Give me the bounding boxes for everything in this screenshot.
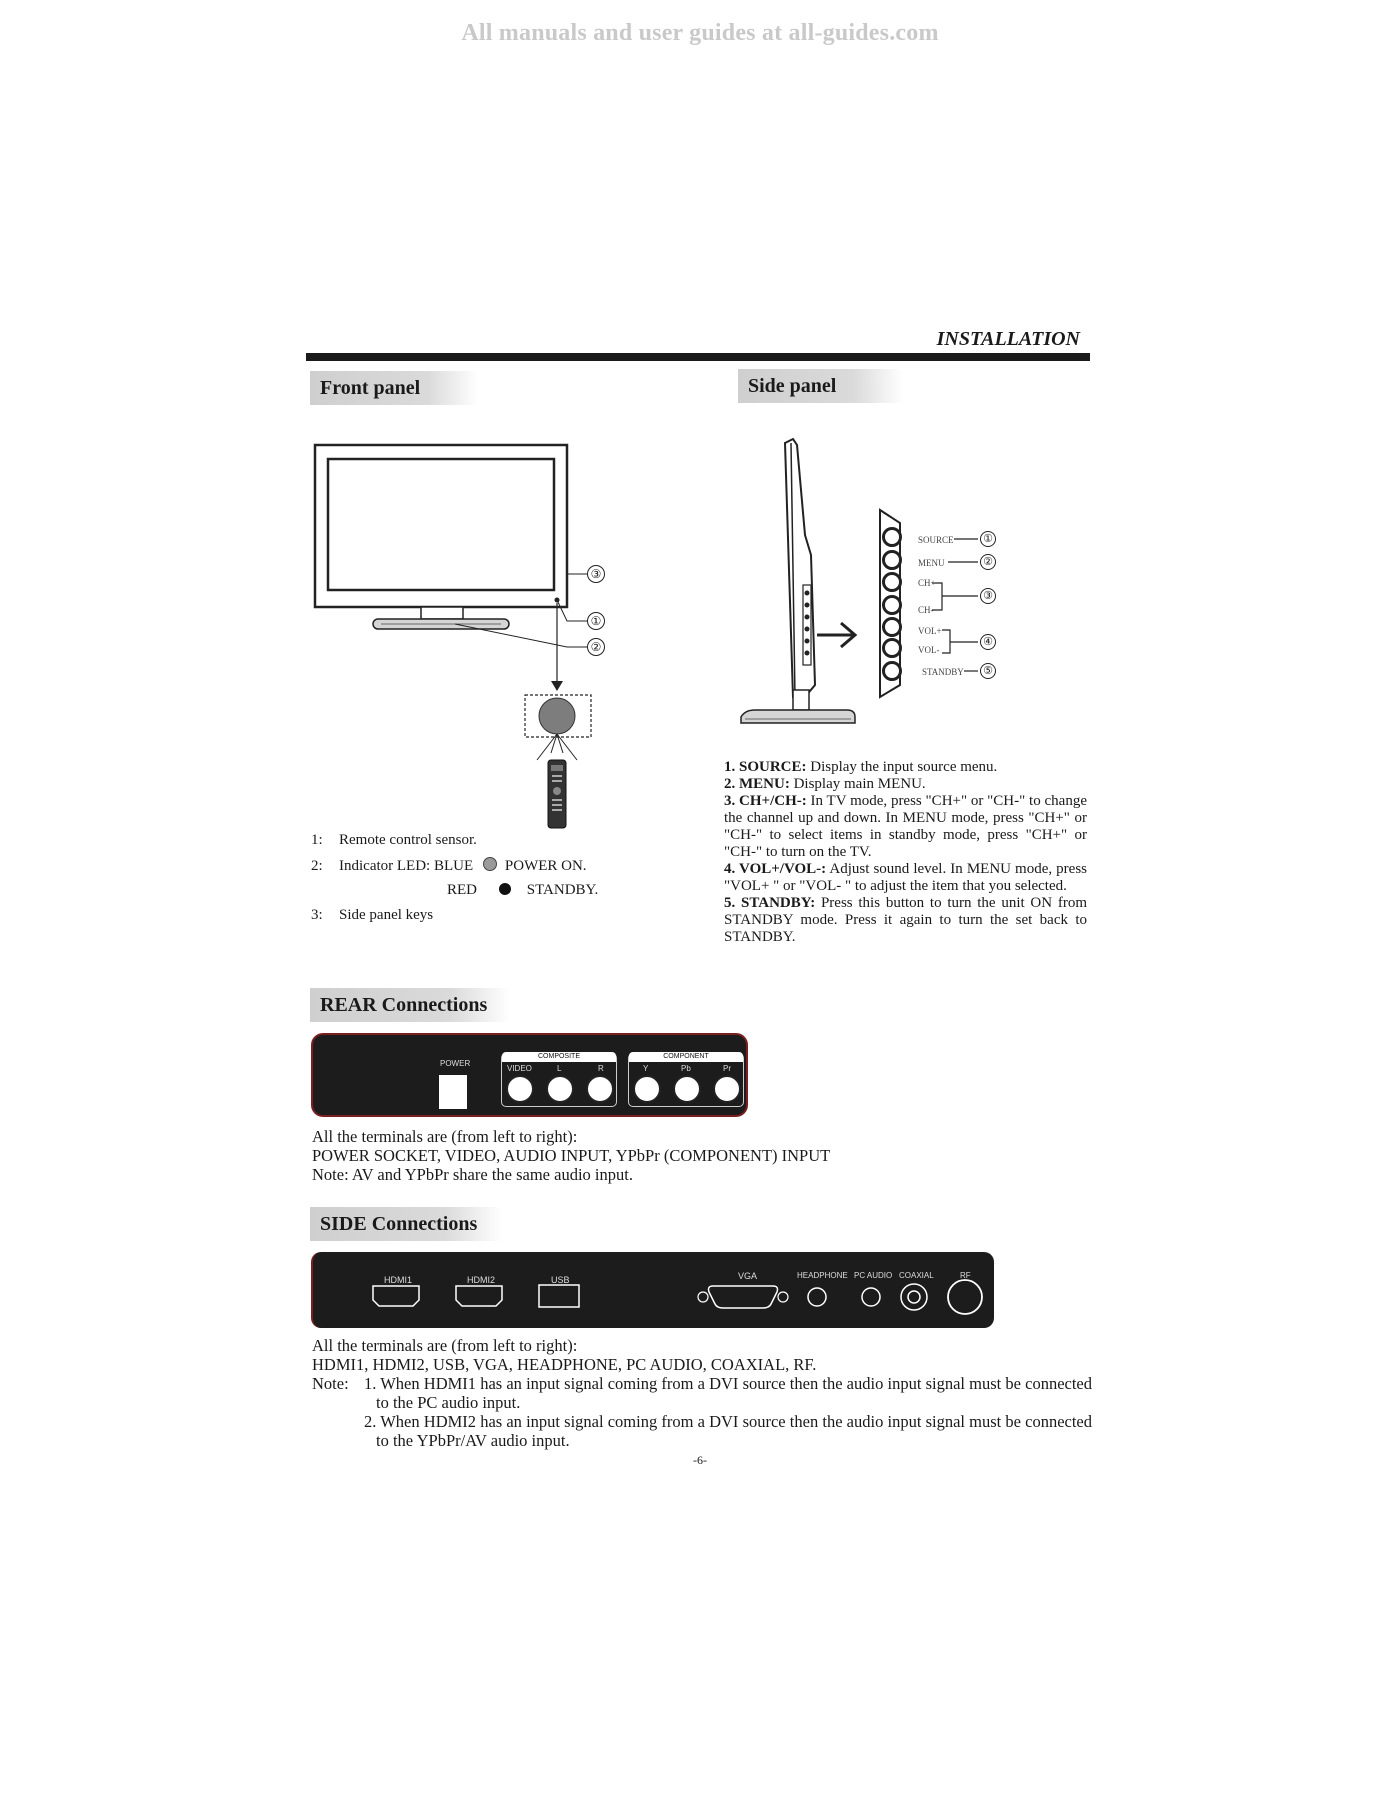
section-title: INSTALLATION	[936, 328, 1080, 350]
front-panel-diagram	[305, 435, 620, 835]
label-y: Y	[643, 1064, 649, 1073]
watermark: All manuals and user guides at all-guides.com	[461, 20, 939, 46]
hdmi2-port[interactable]	[456, 1286, 502, 1306]
audio-l-jack[interactable]	[546, 1075, 574, 1103]
headphone-jack[interactable]	[808, 1288, 826, 1306]
side-connections-panel	[311, 1252, 994, 1328]
rear-line-3: Note: AV and YPbPr share the same audio input.	[312, 1165, 633, 1184]
label-l: L	[557, 1064, 562, 1073]
side-callout-2: ②	[980, 554, 996, 570]
desc-vol: 4. VOL+/VOL-: Adjust sound level. In MENU mode, press "VOL+ " or "VOL- " to adjust the item that you selected.	[724, 861, 1088, 894]
key-label-ch-down: CH-	[918, 605, 934, 615]
desc-standby: 5. STANDBY: Press this button to turn the unit ON from STANDBY mode. Press it again to turn the set back to STANDBY.	[724, 895, 1087, 945]
key-label-menu: MENU	[918, 558, 945, 568]
label-power: POWER	[440, 1059, 471, 1068]
rf-jack[interactable]	[948, 1280, 982, 1314]
front-callout-3: ③	[587, 565, 605, 583]
label-coaxial: COAXIAL	[899, 1271, 934, 1280]
rear-text	[312, 1127, 830, 1184]
label-headphone: HEADPHONE	[797, 1271, 848, 1280]
side-callout-4: ④	[980, 634, 996, 650]
led-red-dot	[499, 883, 511, 895]
side-connections-heading: SIDE Connections	[310, 1207, 502, 1241]
label-pb: Pb	[681, 1064, 691, 1073]
label-composite: COMPOSITE	[502, 1052, 616, 1062]
pr-jack[interactable]	[713, 1075, 741, 1103]
key-standby-button[interactable]	[882, 661, 902, 681]
label-usb: USB	[551, 1275, 570, 1285]
page-number: -6-	[693, 1453, 707, 1467]
key-label-standby: STANDBY	[922, 667, 964, 677]
coaxial-jack[interactable]	[901, 1284, 927, 1310]
label-vga: VGA	[738, 1271, 758, 1281]
key-vol-down-button[interactable]	[882, 638, 902, 658]
label-r: R	[598, 1064, 604, 1073]
side-conn-text	[312, 1336, 1092, 1450]
side-conn-line-1: All the terminals are (from left to right):	[312, 1336, 578, 1355]
key-source-button[interactable]	[882, 527, 902, 547]
key-label-vol-up: VOL+	[918, 626, 942, 636]
key-label-source: SOURCE	[918, 535, 954, 545]
label-rf: RF	[960, 1271, 971, 1280]
front-panel-heading: Front panel	[310, 371, 478, 405]
label-pc-audio: PC AUDIO	[854, 1271, 893, 1280]
led-blue-dot	[483, 857, 497, 871]
key-vol-up-button[interactable]	[882, 617, 902, 637]
key-label-vol-down: VOL-	[918, 645, 940, 655]
side-callout-1: ①	[980, 531, 996, 547]
label-hdmi1: HDMI1	[384, 1275, 413, 1285]
audio-r-jack[interactable]	[586, 1075, 614, 1103]
key-label-ch-up: CH+	[918, 578, 936, 588]
pb-jack[interactable]	[673, 1075, 701, 1103]
component-group	[628, 1053, 744, 1107]
side-conn-note-2: 2. When HDMI2 has an input signal coming from a DVI source then the audio input signal must be connected to the YPbPr/AV audio input.	[364, 1412, 1092, 1450]
key-ch-down-button[interactable]	[882, 595, 902, 615]
label-pr: Pr	[723, 1064, 731, 1073]
video-jack[interactable]	[506, 1075, 534, 1103]
side-callout-3: ③	[980, 588, 996, 604]
label-video: VIDEO	[507, 1064, 532, 1073]
key-menu-button[interactable]	[882, 550, 902, 570]
desc-menu: 2. MENU: Display main MENU.	[724, 776, 926, 792]
pc-audio-jack[interactable]	[862, 1288, 880, 1306]
front-callout-1: ①	[587, 612, 605, 630]
hdmi1-port[interactable]	[373, 1286, 419, 1306]
front-item-3: 3: Side panel keys	[311, 907, 434, 923]
desc-source: 1. SOURCE: Display the input source menu.	[724, 759, 998, 775]
composite-group	[501, 1053, 617, 1107]
desc-ch: 3. CH+/CH-: In TV mode, press "CH+" or "CH-" to change the channel up and down. In MENU mode, press "CH+" or "CH-" to select items in standby mode, press "CH+" or "CH-" to turn on the TV.	[724, 793, 1087, 860]
front-item-1: 1: Remote control sensor.	[311, 832, 477, 848]
label-hdmi2: HDMI2	[467, 1275, 496, 1285]
side-conn-note-1: Note: 1. When HDMI1 has an input signal coming from a DVI source then the audio input signal must be connected to the PC audio input.	[312, 1374, 1092, 1412]
usb-port[interactable]	[539, 1285, 579, 1307]
front-item-2b: RED STANDBY.	[447, 882, 599, 898]
y-jack[interactable]	[633, 1075, 661, 1103]
side-panel-descriptions	[724, 759, 1087, 946]
rear-panel	[311, 1033, 748, 1117]
vga-port[interactable]	[699, 1285, 789, 1309]
front-item-2: 2: Indicator LED: BLUE POWER ON.	[311, 858, 587, 874]
header-rule	[306, 353, 1090, 361]
side-panel-heading: Side panel	[738, 369, 903, 403]
key-ch-up-button[interactable]	[882, 572, 902, 592]
side-conn-line-2: HDMI1, HDMI2, USB, VGA, HEADPHONE, PC AUDIO, COAXIAL, RF.	[312, 1355, 817, 1374]
power-socket[interactable]	[439, 1075, 467, 1109]
label-component: COMPONENT	[629, 1052, 743, 1062]
rear-line-1: All the terminals are (from left to right):	[312, 1127, 578, 1146]
front-callout-2: ②	[587, 638, 605, 656]
rear-line-2: POWER SOCKET, VIDEO, AUDIO INPUT, YPbPr (COMPONENT) INPUT	[312, 1146, 831, 1165]
side-callout-5: ⑤	[980, 663, 996, 679]
rear-connections-heading: REAR Connections	[310, 988, 510, 1022]
